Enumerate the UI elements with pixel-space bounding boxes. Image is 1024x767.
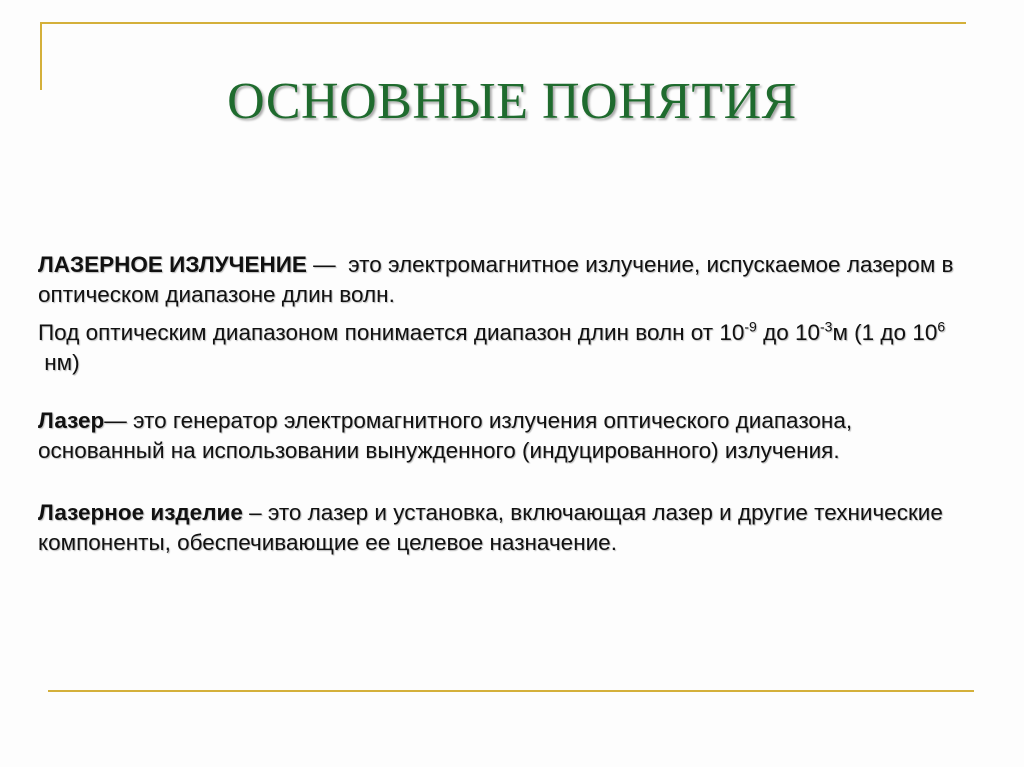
range-text-d: нм) xyxy=(38,350,80,375)
range-exponent-a: -9 xyxy=(744,318,757,335)
definition-text: это лазер и установка, включающая лазер и другие технические компоненты, обеспечивающие ее целевое назначение. xyxy=(38,500,943,555)
optical-range-note xyxy=(38,318,978,378)
term-laser: Лазер xyxy=(38,408,105,433)
term-laser-radiation: ЛАЗЕРНОЕ ИЗЛУЧЕНИЕ xyxy=(38,252,307,277)
definition-dash: — xyxy=(104,408,134,433)
definition-dash: – xyxy=(242,500,268,525)
definition-laser xyxy=(38,406,978,466)
range-text-a: Под оптическим диапазоном понимается диапазон длин волн от 10 xyxy=(38,320,745,345)
range-text-c: м (1 до 10 xyxy=(832,320,938,345)
definition-text: это электромагнитное излучение, испускаемое лазером в оптическом диапазоне длин волн. xyxy=(38,252,954,307)
frame-bottom-line xyxy=(48,690,974,692)
range-text-b: до 10 xyxy=(756,320,820,345)
term-laser-product: Лазерное изделие xyxy=(38,500,243,525)
definition-dash: — xyxy=(306,252,349,277)
definition-text: это генератор электромагнитного излучения оптического диапазона, основанный на использовании вынужденного (индуцированного) излучения. xyxy=(38,408,853,463)
definition-laser-radiation xyxy=(38,250,978,310)
definitions-block xyxy=(38,250,978,558)
page-title: ОСНОВНЫЕ ПОНЯТИЯ xyxy=(227,73,797,130)
range-exponent-c: 6 xyxy=(937,318,946,335)
definition-laser-product xyxy=(38,498,978,558)
range-exponent-b: -3 xyxy=(820,318,833,335)
frame-top-line xyxy=(40,22,966,24)
